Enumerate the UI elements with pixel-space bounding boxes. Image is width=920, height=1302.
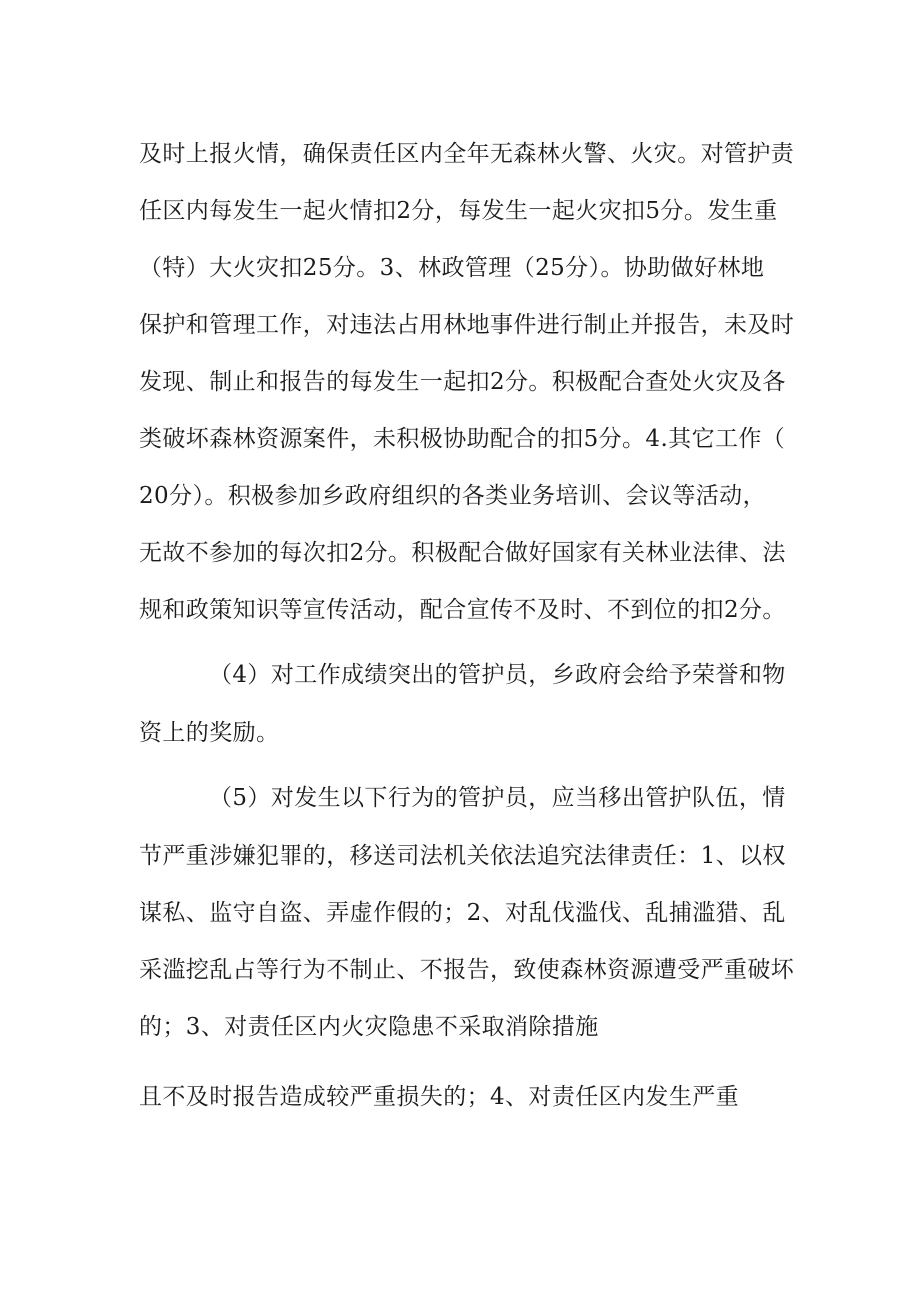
text-line: 节严重涉嫌犯罪的，移送司法机关依法追究法律责任：1、以权: [139, 843, 786, 869]
text-line: 发现、制止和报告的每发生一起扣2分。积极配合查处火灾及各: [139, 369, 786, 395]
text-line: 及时上报火情，确保责任区内全年无森林火警、火灾。对管护责: [139, 141, 795, 167]
text-line: 规和政策知识等宣传活动，配合宣传不及时、不到位的扣2分。: [139, 597, 786, 623]
paragraph-5-start: （5）对发生以下行为的管护员，应当移出管护队伍，情: [209, 785, 786, 811]
text-line: 资上的奖励。: [139, 720, 280, 746]
text-line: 谋私、监守自盗、弄虚作假的；2、对乱伐滥伐、乱捕滥猎、乱: [139, 900, 786, 926]
text-line: （特）大火灾扣25分。3、林政管理（25分）。协助做好林地: [139, 255, 765, 281]
text-line: 的；3、对责任区内火灾隐患不采取消除措施: [139, 1014, 599, 1040]
text-line: 20分）。积极参加乡政府组织的各类业务培训、会议等活动，: [139, 483, 766, 509]
text-line: 保护和管理工作，对违法占用林地事件进行制止并报告，未及时: [139, 312, 795, 338]
text-line: 采滥挖乱占等行为不制止、不报告，致使森林资源遭受严重破坏: [139, 957, 795, 983]
text-line: 任区内每发生一起火情扣2分，每发生一起火灾扣5分。发生重: [139, 198, 778, 224]
text-line: 且不及时报告造成较严重损失的；4、对责任区内发生严重: [139, 1084, 740, 1110]
text-line: 无故不参加的每次扣2分。积极配合做好国家有关林业法律、法: [139, 540, 786, 566]
paragraph-4-start: （4）对工作成绩突出的管护员，乡政府会给予荣誉和物: [209, 662, 786, 688]
text-line: 类破坏森林资源案件，未积极协助配合的扣5分。4.其它工作（: [139, 426, 786, 452]
